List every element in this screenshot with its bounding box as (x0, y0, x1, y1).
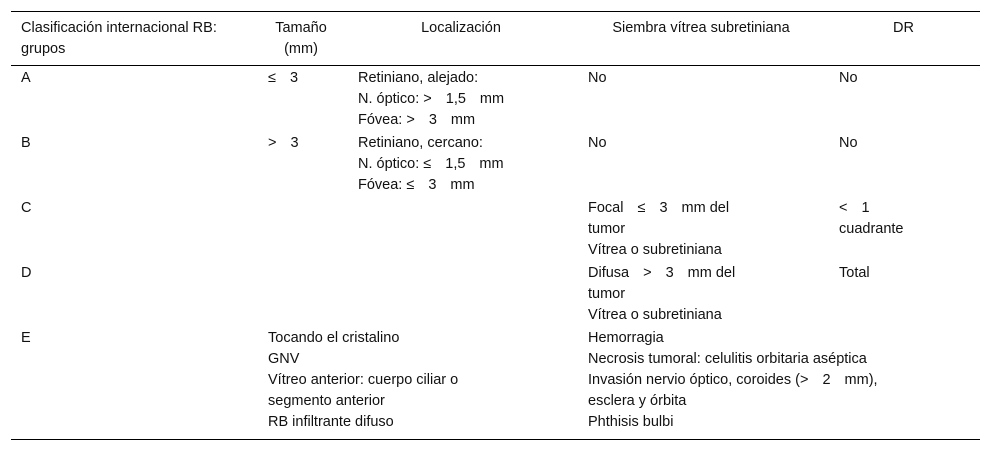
row-c-seeding-line3: Vítrea o subretiniana (588, 242, 722, 258)
row-c-dr-line1: < 1 (839, 200, 870, 216)
header-location: Localización (421, 20, 501, 36)
row-a-group: A (21, 70, 31, 86)
row-d-seeding-line1: Difusa > 3 mm del (588, 265, 736, 281)
row-e-group: E (21, 330, 31, 346)
row-e-right-line3: Invasión nervio óptico, coroides (> 2 mm), (588, 372, 878, 388)
row-c-seeding-line1: Focal ≤ 3 mm del (588, 200, 730, 216)
header-group-line1: Clasificación internacional RB: (21, 20, 217, 36)
header-seeding: Siembra vítrea subretiniana (612, 20, 790, 36)
row-e-right-line2: Necrosis tumoral: celulitis orbitaria aséptica (588, 351, 867, 367)
row-d-seeding-line2: tumor (588, 286, 626, 302)
header-divider (11, 65, 980, 66)
row-e-right-line5: Phthisis bulbi (588, 414, 674, 430)
row-a-location-line1: Retiniano, alejado: (358, 70, 479, 86)
row-a-size: ≤ 3 (268, 70, 299, 86)
row-b-size: > 3 (268, 135, 299, 151)
row-b-location-line2: N. óptico: ≤ 1,5 mm (358, 156, 504, 172)
row-e-left-line4: segmento anterior (268, 393, 385, 409)
header-dr: DR (893, 20, 914, 36)
row-c-seeding-line2: tumor (588, 221, 626, 237)
row-e-left-line5: RB infiltrante difuso (268, 414, 394, 430)
row-e-right-line1: Hemorragia (588, 330, 664, 346)
row-d-seeding-line3: Vítrea o subretiniana (588, 307, 722, 323)
header-group-line2: grupos (21, 41, 66, 57)
header-size-line1: Tamaño (275, 20, 327, 36)
row-b-dr: No (839, 135, 858, 151)
row-a-seeding: No (588, 70, 607, 86)
row-e-left-line2: GNV (268, 351, 300, 367)
row-c-dr-line2: cuadrante (839, 221, 904, 237)
row-b-group: B (21, 135, 31, 151)
row-b-location-line1: Retiniano, cercano: (358, 135, 483, 151)
row-d-dr: Total (839, 265, 870, 281)
row-e-right-line4: esclera y órbita (588, 393, 687, 409)
row-d-group: D (21, 265, 32, 281)
header-size-line2: (mm) (284, 41, 318, 57)
classification-table (11, 11, 980, 440)
row-a-location-line2: N. óptico: > 1,5 mm (358, 91, 505, 107)
row-e-left-line1: Tocando el cristalino (268, 330, 400, 346)
row-c-group: C (21, 200, 32, 216)
row-a-dr: No (839, 70, 858, 86)
row-b-location-line3: Fóvea: ≤ 3 mm (358, 177, 475, 193)
row-e-left-line3: Vítreo anterior: cuerpo ciliar o (268, 372, 459, 388)
row-b-seeding: No (588, 135, 607, 151)
row-a-location-line3: Fóvea: > 3 mm (358, 112, 476, 128)
